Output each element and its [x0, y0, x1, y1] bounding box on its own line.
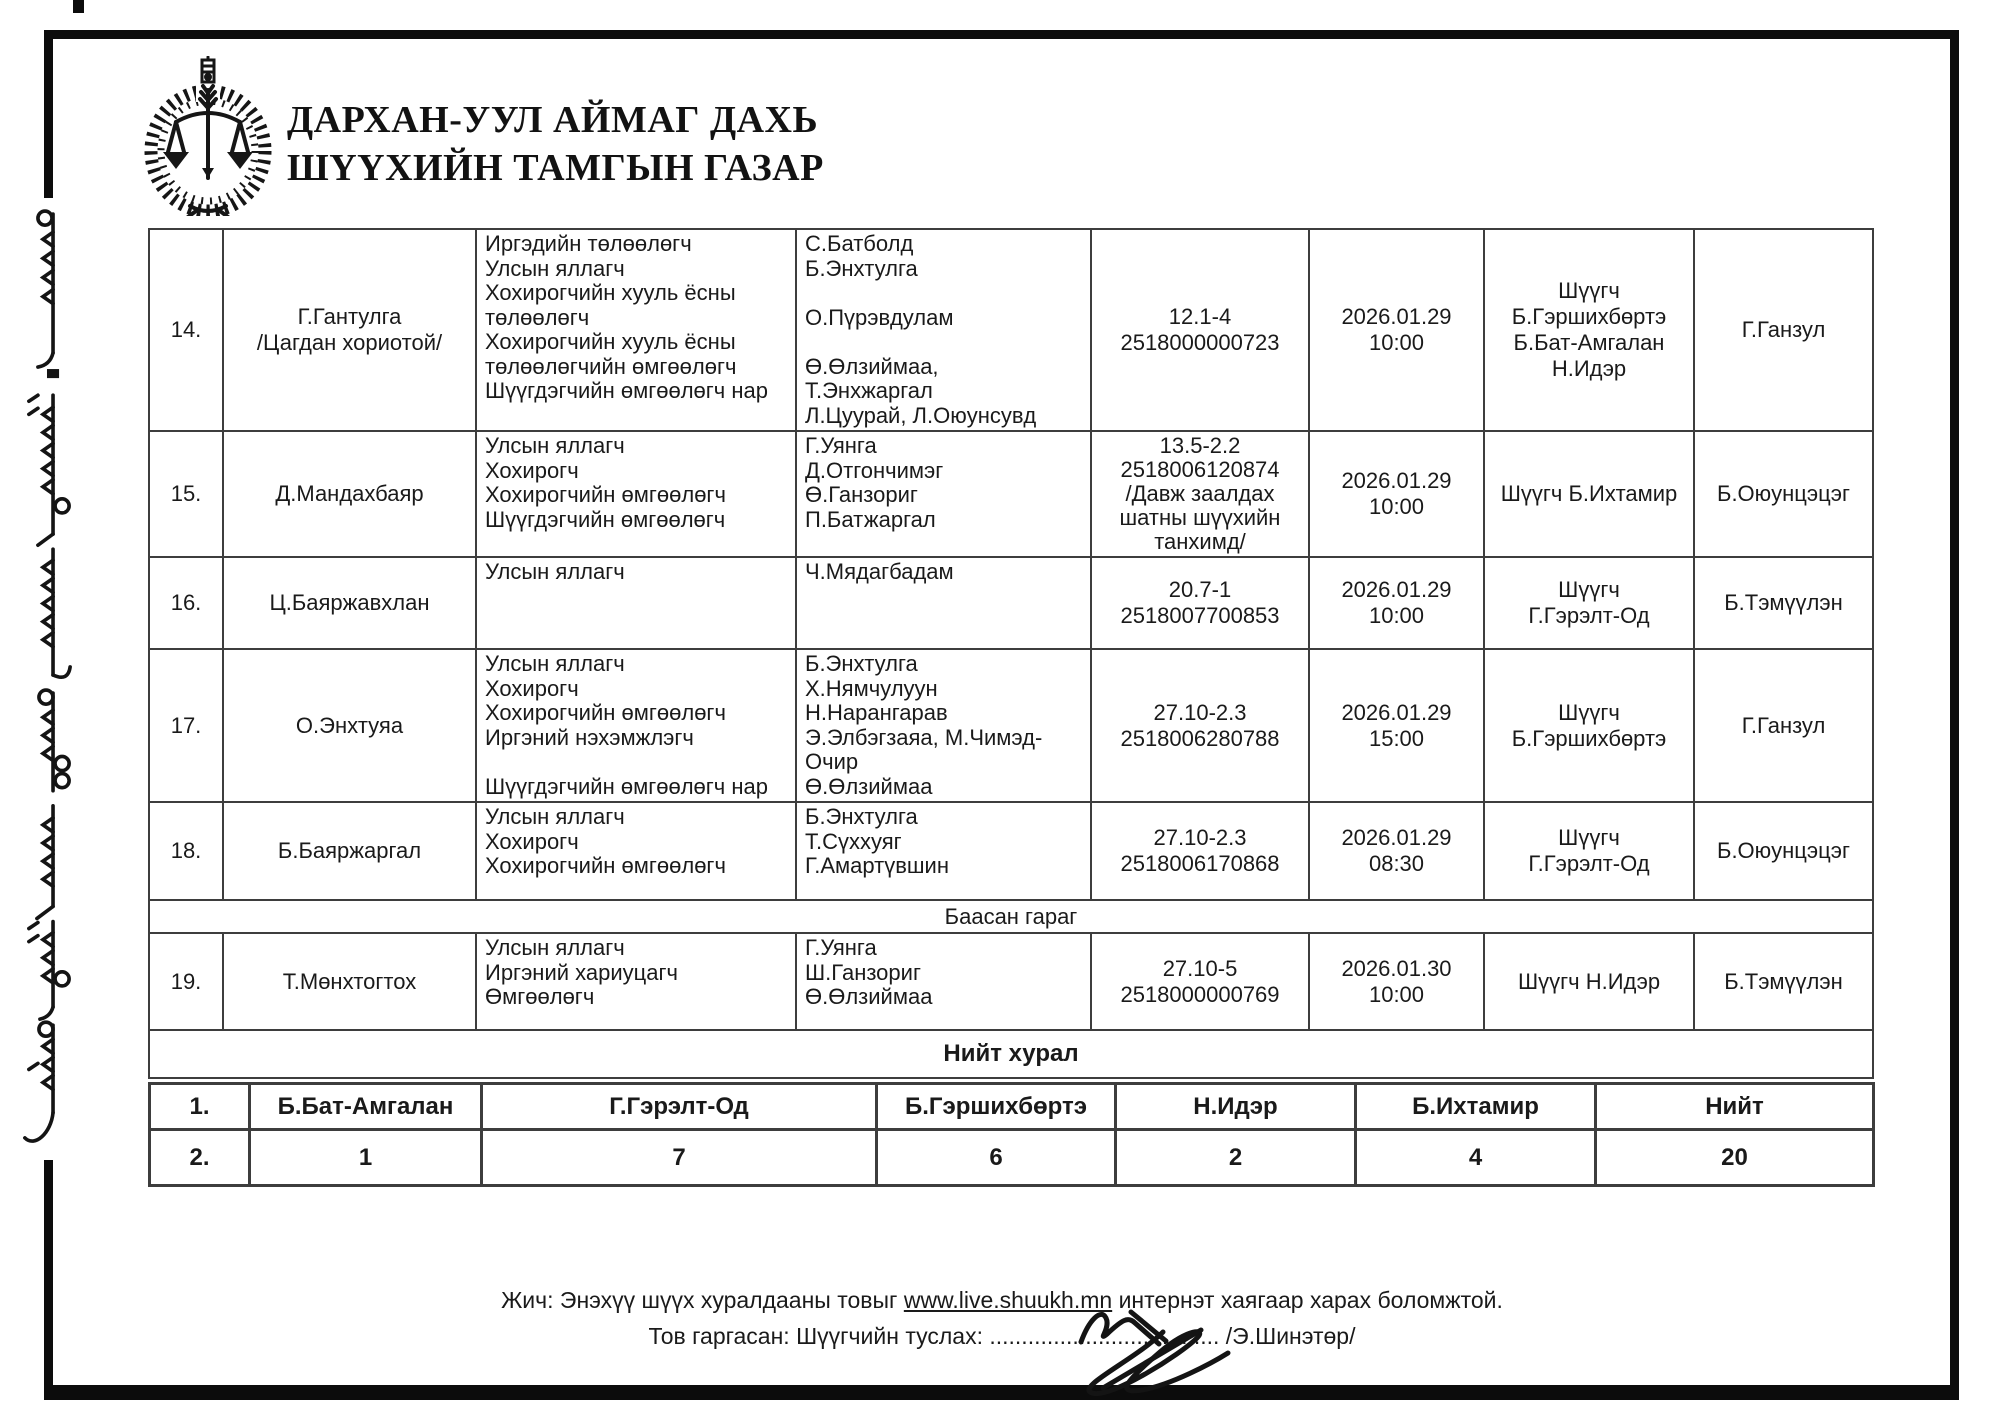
row-number: 19. — [149, 933, 223, 1030]
table-row — [149, 649, 1873, 802]
footer-note-prefix: Жич: Энэхүү шүүх хуралдааны товыг — [501, 1287, 904, 1313]
case-number: 27.10-5 2518000000769 — [1091, 933, 1309, 1030]
prepared-by-prefix: Тов гаргасан: Шүүгчийн туслах: — [648, 1323, 990, 1349]
table-row — [149, 802, 1873, 900]
court-emblem-icon — [138, 56, 278, 216]
participant-names: Г.Уянга Ш.Ганзориг Ө.Өлзиймаа — [796, 933, 1091, 1030]
judge-name: Шүүгч Б.Гэршихбөртэ — [1484, 649, 1694, 802]
judge-name-header: Б.Бат-Амгалан — [250, 1084, 482, 1130]
handwritten-signature — [985, 1292, 1285, 1400]
participant-names: С.Батболд Б.Энхтулга О.Пүрэвдулам Ө.Өлзиймаа, Т.Энхжаргал Л.Цуурай, Л.Оюунсувд — [796, 229, 1091, 431]
judge-totals-table — [148, 1082, 1875, 1187]
summary-row-number: 1. — [150, 1084, 250, 1130]
live-stream-link[interactable]: www.live.shuukh.mn — [903, 1287, 1113, 1313]
org-title-line2: ШҮҮХИЙН ТАМГЫН ГАЗАР — [287, 147, 824, 189]
judge-name-header: Б.Ихтамир — [1356, 1084, 1596, 1130]
defendant-name: О.Энхтуяа — [223, 649, 476, 802]
judge-names-row — [150, 1084, 1874, 1130]
hearing-datetime: 2026.01.29 10:00 — [1309, 229, 1484, 431]
participant-names: Ч.Мядагбадам — [796, 557, 1091, 649]
participant-roles: Улсын яллагч Хохирогч Хохирогчийн өмгөөлөгч Иргэний нэхэмжлэгч Шүүгдэгчийн өмгөөлөгч нар — [476, 649, 796, 802]
clerk-name: Г.Ганзул — [1694, 229, 1873, 431]
judge-name-header: Н.Идэр — [1116, 1084, 1356, 1130]
row-number: 18. — [149, 802, 223, 900]
row-number: 14. — [149, 229, 223, 431]
case-number: 27.10-2.3 2518006280788 — [1091, 649, 1309, 802]
hearing-count: 6 — [877, 1130, 1116, 1186]
judge-name-header: Б.Гэршихбөртэ — [877, 1084, 1116, 1130]
judge-name: Шүүгч Б.Гэршихбөртэ Б.Бат-Амгалан Н.Идэр — [1484, 229, 1694, 431]
clerk-name: Б.Тэмүүлэн — [1694, 933, 1873, 1030]
case-number: 27.10-2.3 2518006170868 — [1091, 802, 1309, 900]
participant-names: Б.Энхтулга Х.Нямчулуун Н.Нарангарав Э.Элбэгзаяа, М.Чимэд- Очир Ө.Өлзиймаа — [796, 649, 1091, 802]
case-number: 12.1-4 2518000000723 — [1091, 229, 1309, 431]
signature-dots: .................................... — [989, 1323, 1220, 1349]
summary-row-number: 2. — [150, 1130, 250, 1186]
total-count: 20 — [1596, 1130, 1874, 1186]
day-separator-label: Баасан гараг — [149, 900, 1873, 933]
defendant-name: Ц.Баяржавхлан — [223, 557, 476, 649]
judge-name: Шүүгч Г.Гэрэлт-Од — [1484, 802, 1694, 900]
total-section-title: Нийт хурал — [149, 1030, 1873, 1078]
row-number: 16. — [149, 557, 223, 649]
defendant-name: Д.Мандахбаяр — [223, 431, 476, 557]
mongolian-script-decoration — [20, 202, 78, 1158]
defendant-name: Б.Баяржаргал — [223, 802, 476, 900]
judge-name: Шүүгч Г.Гэрэлт-Од — [1484, 557, 1694, 649]
org-title — [287, 96, 824, 192]
defendant-name: Т.Мөнхтогтох — [223, 933, 476, 1030]
footer-note-suffix: интернэт хаягаар харах боломжтой. — [1112, 1287, 1503, 1313]
row-number: 17. — [149, 649, 223, 802]
row-number: 15. — [149, 431, 223, 557]
case-number: 13.5-2.2 2518006120874 /Давж заалдах шатны шүүхийн танхимд/ — [1091, 431, 1309, 557]
judge-name: Шүүгч Б.Ихтамир — [1484, 431, 1694, 557]
table-row — [149, 933, 1873, 1030]
hearing-count: 7 — [482, 1130, 877, 1186]
table-row — [149, 229, 1873, 431]
defendant-name: Г.Гантулга /Цагдан хориотой/ — [223, 229, 476, 431]
total-header-row — [149, 1030, 1873, 1078]
participant-roles: Улсын яллагч — [476, 557, 796, 649]
org-title-line1: ДАРХАН-УУЛ АЙМАГ ДАХЬ — [287, 99, 819, 141]
participant-roles: Улсын яллагч Иргэний хариуцагч Өмгөөлөгч — [476, 933, 796, 1030]
hearing-count: 1 — [250, 1130, 482, 1186]
scan-artifact-mark — [73, 0, 84, 13]
hearing-counts-row — [150, 1130, 1874, 1186]
hearing-datetime: 2026.01.29 10:00 — [1309, 557, 1484, 649]
total-header: Нийт — [1596, 1084, 1874, 1130]
table-row — [149, 431, 1873, 557]
case-number: 20.7-1 2518007700853 — [1091, 557, 1309, 649]
participant-roles: Иргэдийн төлөөлөгч Улсын яллагч Хохирогчийн хууль ёсны төлөөлөгч Хохирогчийн хууль ёсны төлөөлөгчийн өмгөөлөгч Шүүгдэгчийн өмгөөлөгч нар — [476, 229, 796, 431]
hearing-count: 2 — [1116, 1130, 1356, 1186]
participant-roles: Улсын яллагч Хохирогч Хохирогчийн өмгөөлөгч — [476, 802, 796, 900]
judge-name-header: Г.Гэрэлт-Од — [482, 1084, 877, 1130]
hearing-schedule-table — [148, 228, 1874, 1079]
hearing-datetime: 2026.01.29 15:00 — [1309, 649, 1484, 802]
clerk-name: Б.Тэмүүлэн — [1694, 557, 1873, 649]
participant-names: Г.Уянга Д.Отгончимэг Ө.Ганзориг П.Батжаргал — [796, 431, 1091, 557]
clerk-name: Б.Оюунцэцэг — [1694, 431, 1873, 557]
table-row — [149, 557, 1873, 649]
hearing-datetime: 2026.01.29 08:30 — [1309, 802, 1484, 900]
hearing-datetime: 2026.01.30 10:00 — [1309, 933, 1484, 1030]
judge-name: Шүүгч Н.Идэр — [1484, 933, 1694, 1030]
hearing-count: 4 — [1356, 1130, 1596, 1186]
participant-names: Б.Энхтулга Т.Сүххуяг Г.Амартүвшин — [796, 802, 1091, 900]
clerk-name: Б.Оюунцэцэг — [1694, 802, 1873, 900]
clerk-name: Г.Ганзул — [1694, 649, 1873, 802]
prepared-by-name: /Э.Шинэтөр/ — [1219, 1323, 1356, 1349]
hearing-datetime: 2026.01.29 10:00 — [1309, 431, 1484, 557]
day-separator-row — [149, 900, 1873, 933]
participant-roles: Улсын яллагч Хохирогч Хохирогчийн өмгөөлөгч Шүүгдэгчийн өмгөөлөгч — [476, 431, 796, 557]
